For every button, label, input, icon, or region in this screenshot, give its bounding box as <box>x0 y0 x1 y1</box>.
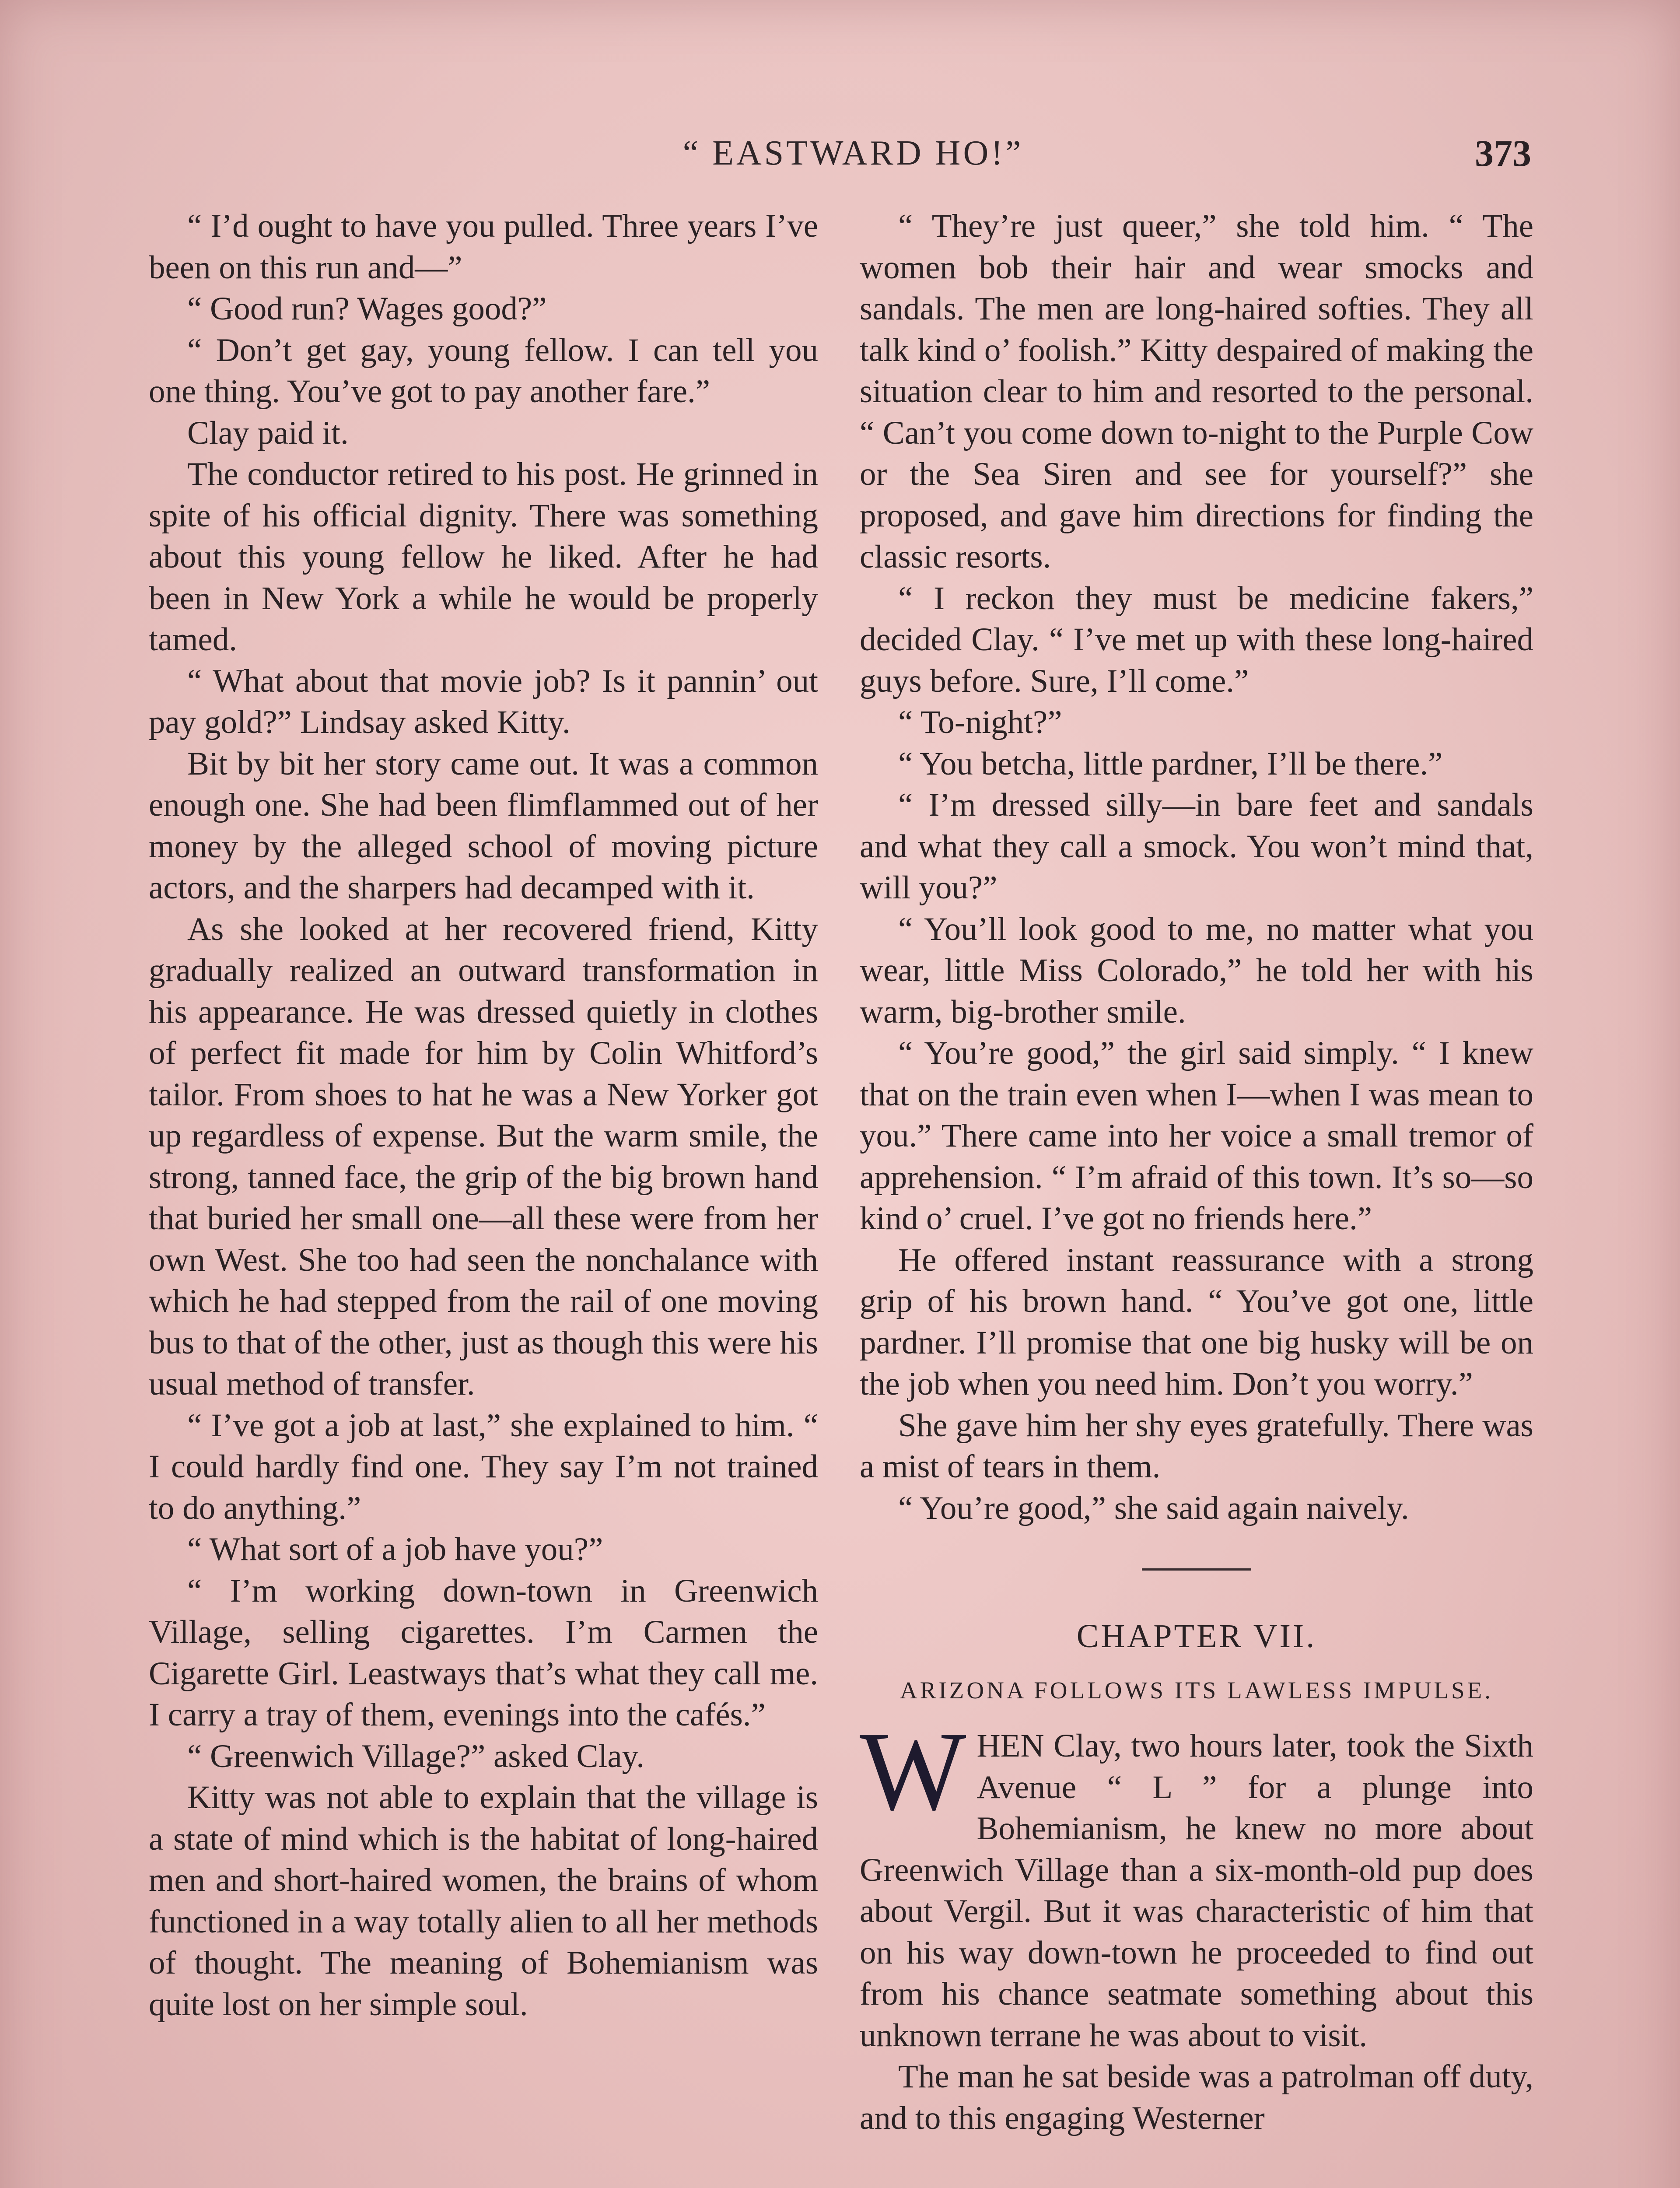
right-column <box>860 206 1533 2139</box>
paragraph: The conductor retired to his post. He grinned in spite of his official dignity. There was something about this young fellow he liked. After he had been in New York a while he would be properly tamed. <box>149 456 818 658</box>
paragraph: “ You’ll look good to me, no matter what you wear, little Miss Colorado,” he told her with his warm, big-brother smile. <box>860 911 1533 1030</box>
paragraph: “ What about that movie job? Is it pannin’ out pay gold?” Lindsay asked Kitty. <box>149 663 818 740</box>
paragraph: The man he sat beside was a patrolman off duty, and to this engaging Westerner <box>860 2058 1533 2136</box>
paragraph: “ I’ve got a job at last,” she explained to him. “ I could hardly find one. They say I’m not trained to do anything.” <box>149 1407 818 1526</box>
chapter-opening-paragraph <box>860 1708 1533 2056</box>
paragraph: “ What sort of a job have you?” <box>187 1531 603 1567</box>
running-head <box>0 127 1680 179</box>
paragraph: “ They’re just queer,” she told him. “ The women bob their hair and wear smocks and sandals. The men are long-haired softies. They all talk kind o’ foolish.” Kitty despaired of making the situation clear to him and resorted to the personal. “ Can’t you come down to-night to the Purple Cow or the Sea Siren and see for yourself?” she proposed, and gave him directions for finding the classic resorts. <box>860 208 1533 575</box>
paragraph: “ Good run? Wages good?” <box>187 291 547 327</box>
paragraph: He offered instant reassurance with a strong grip of his brown hand. “ You’ve got one, little pardner. I’ll promise that one big husky will be on the job when you need him. Don’t you worry.” <box>860 1241 1533 1402</box>
chapter-divider <box>1142 1568 1251 1571</box>
paragraph: “ You’re good,” she said again naively. <box>898 1490 1409 1526</box>
paragraph: “ Greenwich Village?” asked Clay. <box>187 1738 645 1774</box>
left-column <box>149 206 818 2025</box>
running-title: “ EASTWARD HO!” <box>682 134 1024 172</box>
drop-cap: W <box>860 1708 966 1834</box>
paragraph: “ To-night?” <box>898 704 1062 740</box>
paragraph: “ Don’t get gay, young fellow. I can tell you one thing. You’ve got to pay another fare.” <box>149 332 818 410</box>
paragraph: Clay paid it. <box>187 414 349 451</box>
chapter-opening-text: HEN Clay, two hours later, took the Sixth Avenue “ L ” for a plunge into Bohemianism, he knew no more about Greenwich Village than a six-month-old pup does about Vergil. But it was characteristic of him that on his way down-town he proceeded to find out from his chance seatmate something about this unknown terrane he was about to visit. <box>860 1728 1533 2054</box>
paragraph: She gave him her shy eyes gratefully. There was a mist of tears in them. <box>860 1407 1533 1485</box>
paragraph: “ I’m dressed silly—in bare feet and sandals and what they call a smock. You won’t mind that, will you?” <box>860 787 1533 906</box>
page-number: 373 <box>1475 132 1531 174</box>
paragraph: “ I’m working down-town in Greenwich Village, selling cigarettes. I’m Carmen the Cigarette Girl. Leastways that’s what they call me. I carry a tray of them, evenings into the cafés.” <box>149 1572 818 1733</box>
chapter-subtitle: ARIZONA FOLLOWS ITS LAWLESS IMPULSE. <box>900 1677 1493 1704</box>
paragraph: “ I’d ought to have you pulled. Three years I’ve been on this run and—” <box>149 208 818 286</box>
paragraph: “ I reckon they must be medicine fakers,” decided Clay. “ I’ve met up with these long-haired guys before. Sure, I’ll come.” <box>860 580 1533 699</box>
paragraph: “ You betcha, little pardner, I’ll be there.” <box>898 745 1443 782</box>
paragraph: Kitty was not able to explain that the village is a state of mind which is the habitat of long-haired men and short-haired women, the brains of whom functioned in a way totally alien to all her methods of thought. The meaning of Bohemianism was quite lost on her simple soul. <box>149 1779 818 2023</box>
paragraph: Bit by bit her story came out. It was a common enough one. She had been flimflammed out of her money by the alleged school of moving picture actors, and the sharpers had decamped with it. <box>149 745 818 906</box>
paragraph: As she looked at her recovered friend, Kitty gradually realized an outward transformation in his appearance. He was dressed quietly in clothes of perfect fit made for him by Colin Whitford’s tailor. From shoes to hat he was a New Yorker got up regardless of expense. But the warm smile, the strong, tanned face, the grip of the big brown hand that buried her small one—all these were from her own West. She too had seen the nonchalance with which he had stepped from the rail of one moving bus to that of the other, just as though this were his usual method of transfer. <box>149 911 818 1402</box>
chapter-title: CHAPTER VII. <box>1076 1618 1317 1655</box>
paragraph: “ You’re good,” the girl said simply. “ I knew that on the train even when I—when I was mean to you.” There came into her voice a small tremor of apprehension. “ I’m afraid of this town. It’s so—so kind o’ cruel. I’ve got no friends here.” <box>860 1035 1533 1237</box>
